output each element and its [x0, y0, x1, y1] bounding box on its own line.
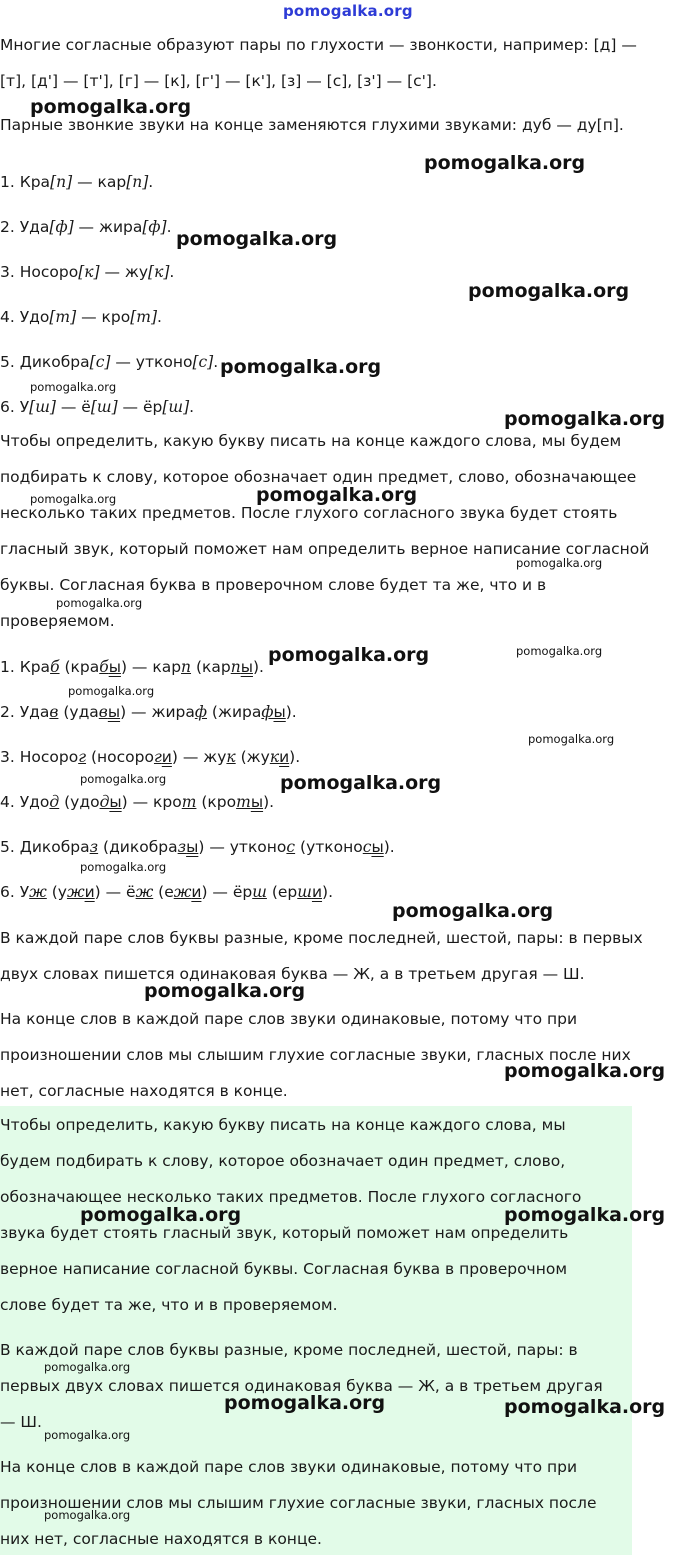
answer-line: произношении слов мы слышим глухие согласные звуки, гласных после [0, 1494, 597, 1512]
watermark: pomogalka.org [30, 380, 117, 394]
check-word-item-5: 5. Дикобраз (дикобразы) — утконос (утконосы). [0, 838, 395, 856]
watermark: pomogalka.org [424, 152, 586, 174]
conclusion-line: В каждой паре слов буквы разные, кроме последней, шестой, пары: в первых [0, 929, 643, 947]
sounds-line: произношении слов мы слышим глухие согласные звуки, гласных после них [0, 1046, 631, 1064]
watermark: pomogalka.org [80, 860, 167, 874]
watermark: pomogalka.org [516, 556, 603, 570]
watermark: pomogalka.org [504, 1060, 666, 1082]
answer-line: На конце слов в каждой паре слов звуки одинаковые, потому что при [0, 1458, 578, 1476]
watermark: pomogalka.org [516, 644, 603, 658]
watermark: pomogalka.org [44, 1360, 131, 1374]
watermark: pomogalka.org [392, 900, 554, 922]
intro-line-2: [т], [д'] — [т'], [г] — [к], [г'] — [к'], [з] — [с], [з'] — [с']. [0, 72, 437, 90]
sounds-line: нет, согласные находятся в конце. [0, 1082, 288, 1100]
answer-line: них нет, согласные находятся в конце. [0, 1530, 322, 1548]
watermark: pomogalka.org [80, 772, 167, 786]
watermark: pomogalka.org [44, 1508, 131, 1522]
watermark: pomogalka.org [68, 684, 155, 698]
answer-line: — Ш. [0, 1413, 42, 1431]
answer-highlight-block [0, 1106, 632, 1555]
check-word-item-1: 1. Краб (крабы) — карп (карпы). [0, 658, 264, 676]
watermark: pomogalka.org [528, 732, 615, 746]
watermark: pomogalka.org [268, 644, 430, 666]
check-word-item-2: 2. Удав (удавы) — жираф (жирафы). [0, 703, 297, 721]
answer-line: звука будет стоять гласный звук, который поможет нам определить [0, 1224, 569, 1242]
explanation-line: подбирать к слову, которое обозначает один предмет, слово, обозначающее [0, 468, 637, 486]
sound-list-item-4: 4. Удо[т] — кро[т]. [0, 308, 162, 326]
watermark: pomogalka.org [280, 772, 442, 794]
watermark: pomogalka.org [504, 408, 666, 430]
answer-line: первых двух словах пишется одинаковая буква — Ж, а в третьем другая [0, 1377, 603, 1395]
check-word-item-6: 6. Уж (ужи) — ёж (ежи) — ёрш (ерши). [0, 883, 334, 901]
sound-list-item-6: 6. У[ш] — ё[ш] — ёр[ш]. [0, 398, 195, 416]
sounds-line: На конце слов в каждой паре слов звуки одинаковые, потому что при [0, 1010, 578, 1028]
intro-line-3: Парные звонкие звуки на конце заменяются глухими звуками: дуб — ду[п]. [0, 116, 624, 134]
check-word-item-3: 3. Носорог (носороги) — жук (жуки). [0, 748, 301, 766]
explanation-line: проверяемом. [0, 612, 115, 630]
watermark: pomogalka.org [504, 1396, 666, 1418]
sound-list-item-1: 1. Кра[п] — кар[п]. [0, 173, 154, 191]
answer-line: верное написание согласной буквы. Согласная буква в проверочном [0, 1260, 568, 1278]
watermark: pomogalka.org [56, 596, 143, 610]
answer-line: слове будет та же, что и в проверяемом. [0, 1296, 338, 1314]
watermark: pomogalka.org [468, 280, 630, 302]
explanation-line: Чтобы определить, какую букву писать на конце каждого слова, мы будем [0, 432, 622, 450]
site-logo[interactable]: pomogalka.org [283, 2, 413, 20]
watermark: pomogalka.org [256, 484, 418, 506]
watermark: pomogalka.org [224, 1392, 386, 1414]
watermark: pomogalka.org [80, 1204, 242, 1226]
explanation-line: гласный звук, который поможет нам определить верное написание согласной [0, 540, 650, 558]
answer-line: В каждой паре слов буквы разные, кроме последней, шестой, пары: в [0, 1341, 578, 1359]
explanation-line: буквы. Согласная буква в проверочном слове будет та же, что и в [0, 576, 547, 594]
watermark: pomogalka.org [144, 980, 306, 1002]
watermark: pomogalka.org [30, 492, 117, 506]
answer-line: Чтобы определить, какую букву писать на конце каждого слова, мы [0, 1116, 566, 1134]
watermark: pomogalka.org [504, 1204, 666, 1226]
explanation-line: несколько таких предметов. После глухого согласного звука будет стоять [0, 504, 618, 522]
check-word-item-4: 4. Удод (удоды) — крот (кроты). [0, 793, 275, 811]
watermark: pomogalka.org [176, 228, 338, 250]
watermark: pomogalka.org [30, 96, 192, 118]
sound-list-item-3: 3. Носоро[к] — жу[к]. [0, 263, 175, 281]
watermark: pomogalka.org [220, 356, 382, 378]
conclusion-line: двух словах пишется одинаковая буква — Ж, а в третьем другая — Ш. [0, 965, 585, 983]
sound-list-item-2: 2. Уда[ф] — жира[ф]. [0, 218, 172, 236]
watermark: pomogalka.org [44, 1428, 131, 1442]
intro-line-1: Многие согласные образуют пары по глухости — звонкости, например: [д] — [0, 36, 637, 54]
answer-line: обозначающее несколько таких предметов. После глухого согласного [0, 1188, 582, 1206]
answer-line: будем подбирать к слову, которое обозначает один предмет, слово, [0, 1152, 566, 1170]
sound-list-item-5: 5. Дикобра[с] — утконо[с]. [0, 353, 219, 371]
